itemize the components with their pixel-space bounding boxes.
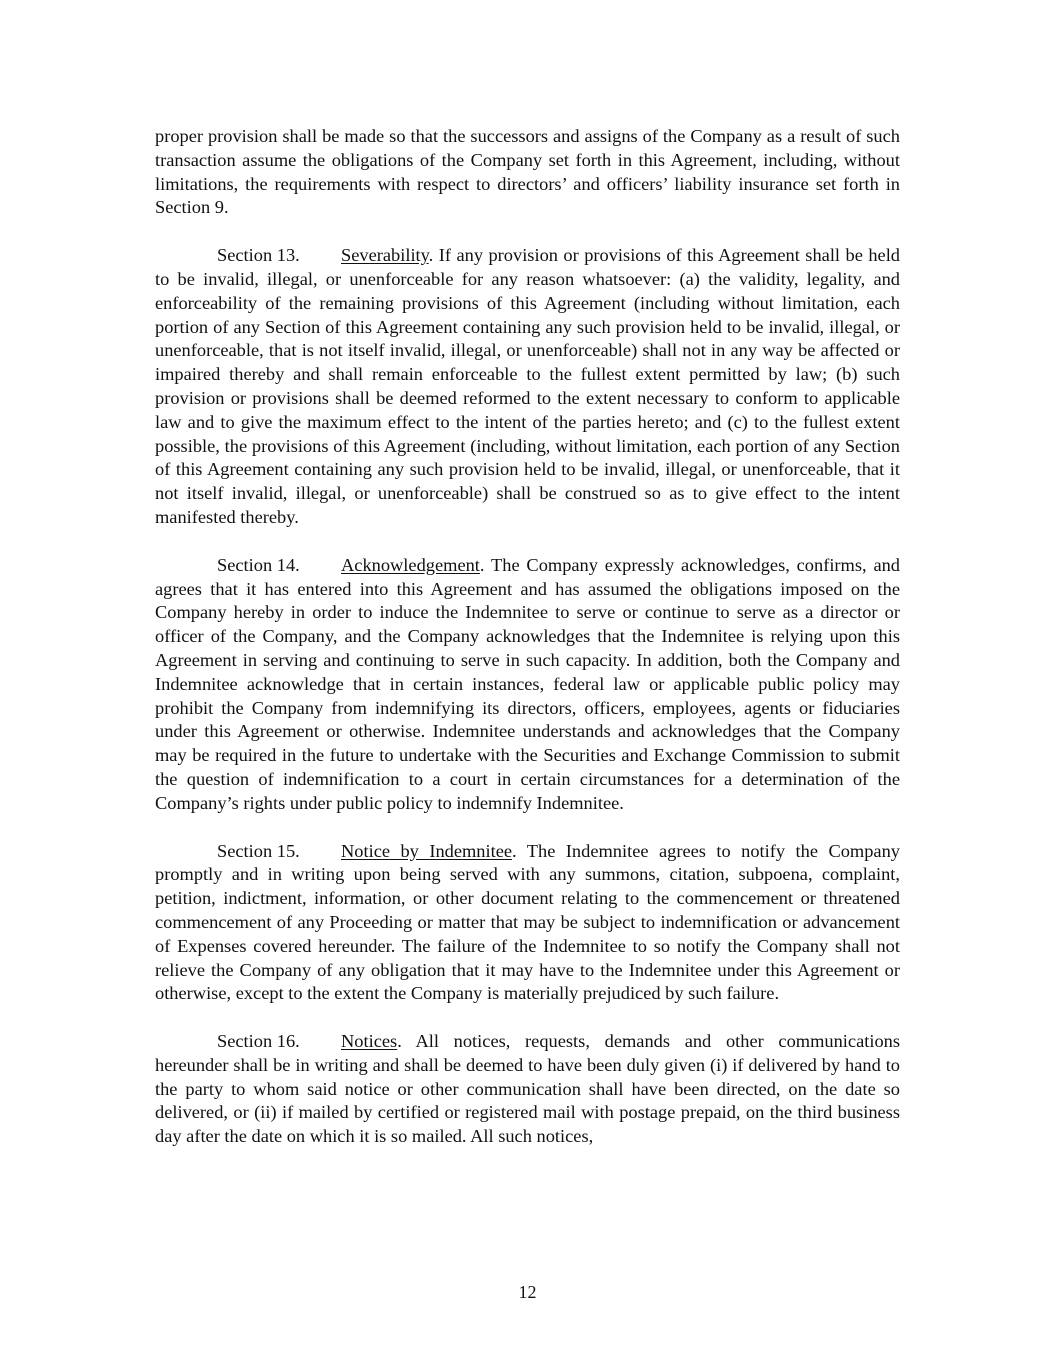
document-page xyxy=(155,125,900,1173)
section-14-number: Section 14. xyxy=(217,554,300,575)
section-15-body: . The Indemnitee agrees to notify the Company promptly and in writing upon being served with any summons, citation, subpoena, complaint, petition, indictment, information, or other document relating to the commencement or threatened commencement of any Proceeding or matter that may be subject to indemnification or advancement of Expenses covered hereunder. The failure of the Indemnitee to so notify the Company shall not relieve the Company of any obligation that it may have to the Indemnitee under this Agreement or otherwise, except to the extent the Company is materially prejudiced by such failure. xyxy=(155,840,900,1004)
section-16-number: Section 16. xyxy=(217,1031,300,1052)
section-13-paragraph xyxy=(155,244,900,530)
section-16-body: . All notices, requests, demands and other communications hereunder shall be in writing and shall be deemed to have been duly given (i) if delivered by hand to the party to whom said notice or other communication shall have been directed, on the date so delivered, or (ii) if mailed by certified or registered mail with postage prepaid, on the third business day after the date on which it is so mailed. All such notices, xyxy=(155,1031,900,1147)
section-14-body: . The Company expressly acknowledges, confirms, and agrees that it has entered into this Agreement and has assumed the obligations imposed on the Company hereby in order to induce the Indemnitee to serve or continue to serve as a director or officer of the Company, and the Company acknowledges that the Indemnitee is relying upon this Agreement in serving and continuing to serve in such capacity. In addition, both the Company and Indemnitee acknowledge that in certain instances, federal law or applicable public policy may prohibit the Company from indemnifying its directors, officers, employees, agents or fiduciaries under this Agreement or otherwise. Indemnitee understands and acknowledges that the Company may be required in the future to undertake with the Securities and Exchange Commission to submit the question of indemnification to a court in certain circumstances for a determination of the Company’s rights under public policy to indemnify Indemnitee. xyxy=(155,554,900,813)
section-15-paragraph xyxy=(155,840,900,1007)
page-number: 12 xyxy=(518,1282,537,1302)
section-14-heading: Acknowledgement xyxy=(341,554,480,575)
section-15-heading: Notice by Indemnitee xyxy=(341,840,513,861)
intro-paragraph: proper provision shall be made so that the successors and assigns of the Company as a result of such transaction assume the obligations of the Company set forth in this Agreement, including, without limitations, the requirements with respect to directors’ and officers’ liability insurance set forth in Section 9. xyxy=(155,126,900,218)
section-16-heading: Notices xyxy=(341,1031,398,1052)
section-15-number: Section 15. xyxy=(217,840,300,861)
section-14-paragraph xyxy=(155,554,900,816)
section-13-heading: Severability xyxy=(341,245,429,266)
section-13-number: Section 13. xyxy=(217,245,300,266)
section-16-paragraph xyxy=(155,1030,900,1149)
section-13-body: . If any provision or provisions of this Agreement shall be held to be invalid, illegal, or unenforceable for any reason whatsoever: (a) the validity, legality, and enforceability of the remaining provisions of this Agreement (including without limitation, each portion of any Section of this Agreement containing any such provision held to be invalid, illegal, or unenforceable, that is not itself invalid, illegal, or unenforceable) shall not in any way be affected or impaired thereby and shall remain enforceable to the fullest extent permitted by law; (b) such provision or provisions shall be deemed reformed to the extent necessary to conform to applicable law and to give the maximum effect to the intent of the parties hereto; and (c) to the fullest extent possible, the provisions of this Agreement (including, without limitation, each portion of any Section of this Agreement containing any such provision held to be invalid, illegal, or unenforceable, that it not itself invalid, illegal, or unenforceable) shall be construed so as to give effect to the intent manifested thereby. xyxy=(155,245,900,527)
